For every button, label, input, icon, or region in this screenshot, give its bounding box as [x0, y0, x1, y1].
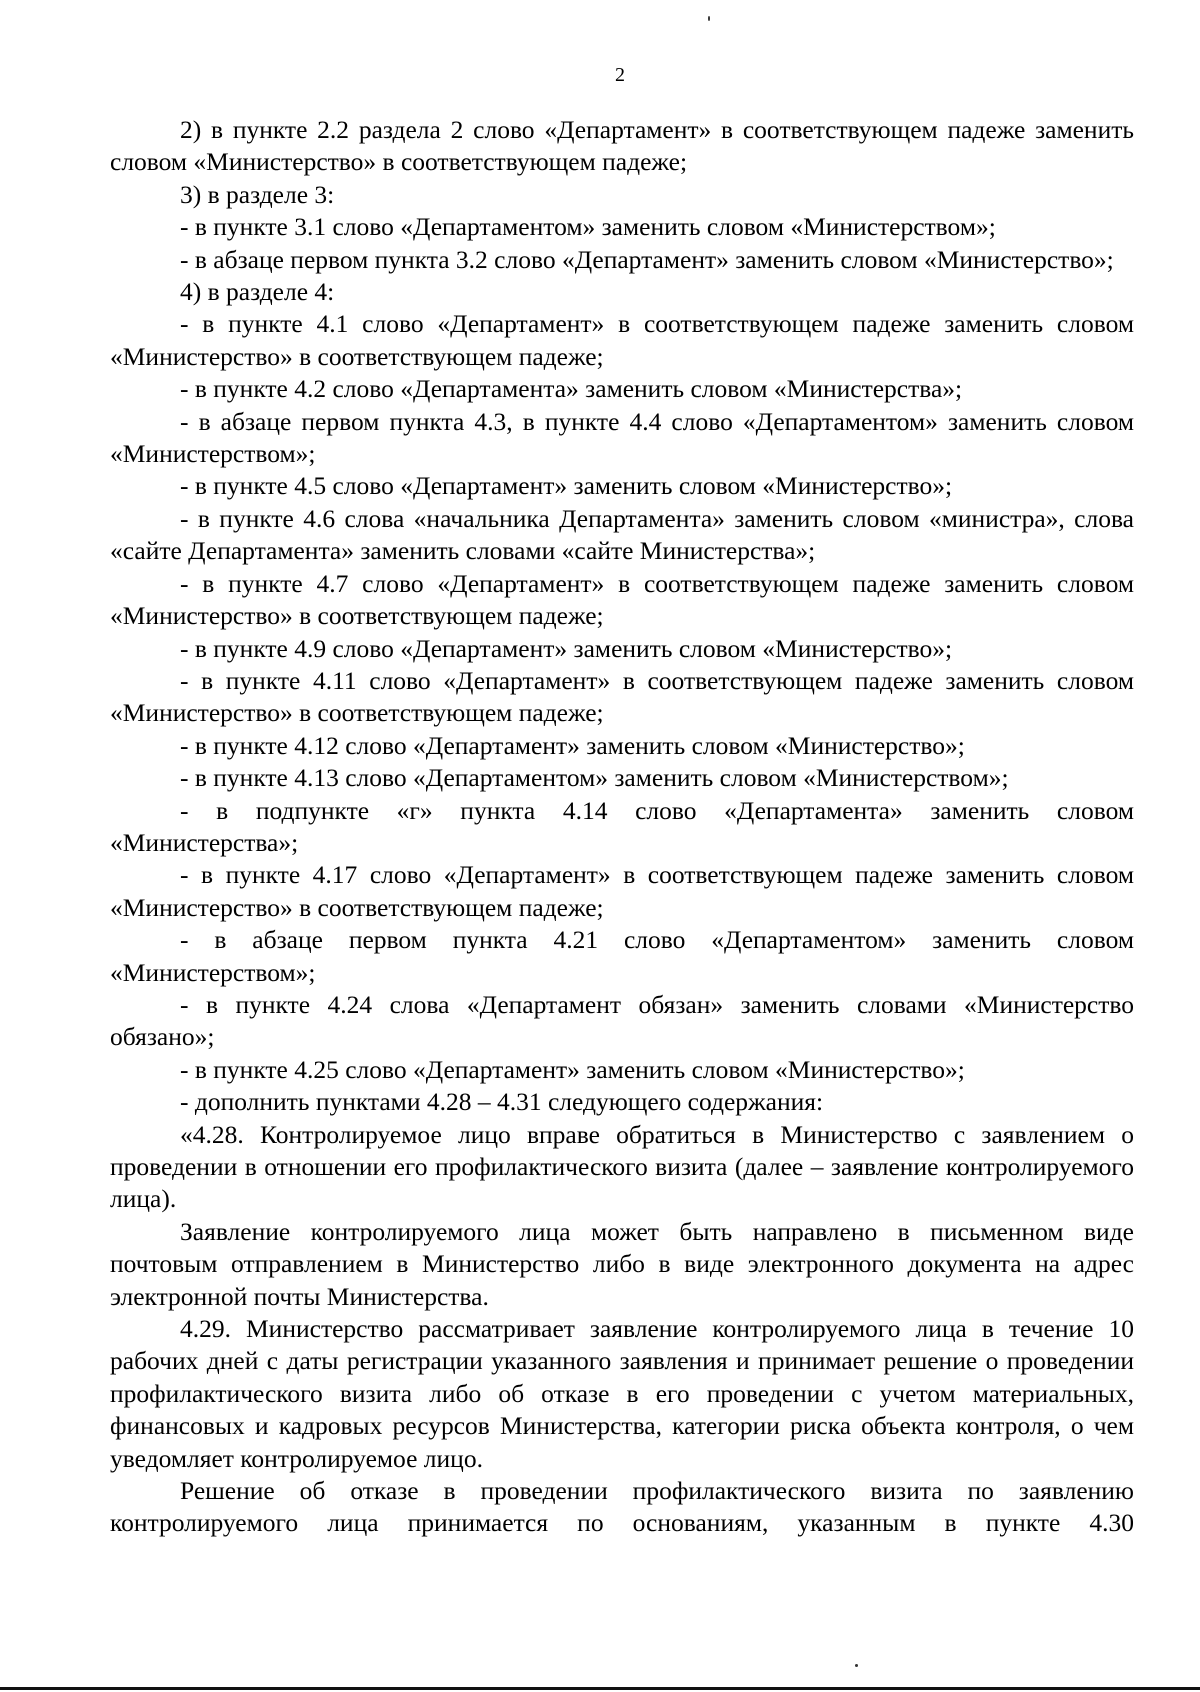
paragraph: - в пункте 4.17 слово «Департамент» в соответствующем падеже заменить словом «Министерство» в соответствующем падеже;: [110, 860, 1134, 922]
paragraph: - в пункте 4.25 слово «Департамент» заменить словом «Министерство»;: [180, 1054, 965, 1084]
paragraph: - в пункте 4.24 слова «Департамент обязан» заменить словами «Министерство обязано»;: [110, 989, 1134, 1052]
paragraph: - в абзаце первом пункта 4.3, в пункте 4.4 слово «Департаментом» заменить словом «Министерством»;: [110, 406, 1134, 469]
paragraph: - в пункте 4.11 слово «Департамент» в соответствующем падеже заменить словом «Министерство» в соответствующем падеже;: [110, 665, 1134, 728]
paragraph: - в подпункте «г» пункта 4.14 слово «Департамента» заменить словом «Министерства»;: [110, 795, 1134, 857]
page-number: 2: [615, 64, 625, 86]
document-body: [110, 114, 1134, 1540]
paragraph: - в пункте 4.2 слово «Департамента» заменить словом «Министерства»;: [180, 374, 963, 404]
scan-speck: [708, 16, 710, 21]
paragraph: - в пункте 4.12 слово «Департамент» заменить словом «Министерство»;: [180, 730, 965, 760]
paragraph: - в пункте 4.1 слово «Департамент» в соответствующем падеже заменить словом «Министерство» в соответствующем падеже;: [110, 309, 1134, 371]
paragraph: - в пункте 4.13 слово «Департаментом» заменить словом «Министерством»;: [180, 763, 1009, 793]
paragraph: - в пункте 3.1 слово «Департаментом» заменить словом «Министерством»;: [180, 212, 996, 242]
scan-speck: [855, 1664, 858, 1667]
paragraph: - в пункте 4.7 слово «Департамент» в соответствующем падеже заменить словом «Министерство» в соответствующем падеже;: [110, 568, 1134, 631]
paragraph: Заявление контролируемого лица может быть направлено в письменном виде почтовым отправлением в Министерство либо в виде электронного документа на адрес электронной почты Министерства.: [110, 1216, 1134, 1311]
paragraph: 4) в разделе 4:: [180, 277, 335, 307]
paragraph: «4.28. Контролируемое лицо вправе обратиться в Министерство с заявлением о проведении в отношении его профилактического визита (далее – заявление контролируемого лица).: [110, 1119, 1134, 1214]
paragraph: - дополнить пунктами 4.28 – 4.31 следующего содержания:: [180, 1087, 824, 1117]
paragraph: Решение об отказе в проведении профилактического визита по заявлению контролируемого лица принимается по основаниям, указанным в пункте 4.30: [110, 1476, 1134, 1538]
paragraph: 4.29. Министерство рассматривает заявление контролируемого лица в течение 10 рабочих дней с даты регистрации указанного заявления и принимает решение о проведении профилактического визита либо об отказе в его проведении с учетом материальных, финансовых и кадровых ресурсов Министерства, категории риска объекта контроля, о чем уведомляет контролируемое лицо.: [110, 1314, 1134, 1473]
paragraph: 3) в разделе 3:: [180, 179, 335, 209]
scan-edge-rule: [0, 1687, 1200, 1690]
paragraph: - в абзаце первом пункта 4.21 слово «Департаментом» заменить словом «Министерством»;: [110, 925, 1134, 987]
paragraph: - в абзаце первом пункта 3.2 слово «Департамент» заменить словом «Министерство»;: [180, 244, 1114, 274]
paragraph: - в пункте 4.5 слово «Департамент» заменить словом «Министерство»;: [180, 471, 953, 501]
paragraph: - в пункте 4.9 слово «Департамент» заменить словом «Министерство»;: [180, 633, 953, 663]
paragraph: - в пункте 4.6 слова «начальника Департамента» заменить словом «министра», слова «сайте Департамента» заменить словами «сайте Министерства»;: [110, 503, 1134, 566]
paragraph: 2) в пункте 2.2 раздела 2 слово «Департамент» в соответствующем падеже заменить словом «Министерство» в соответствующем падеже;: [110, 115, 1134, 177]
